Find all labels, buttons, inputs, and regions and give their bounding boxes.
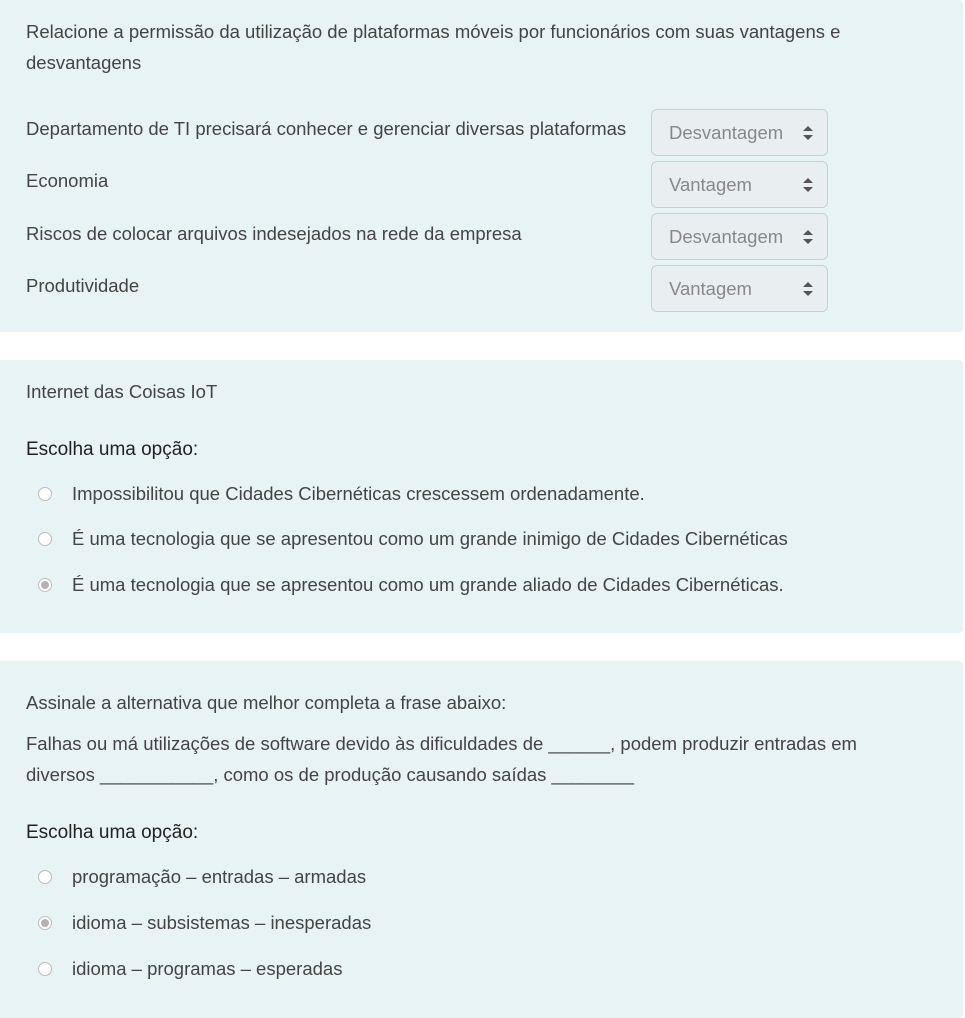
radio-button[interactable] xyxy=(38,870,52,884)
question-card-multichoice xyxy=(0,661,963,1018)
match-item-label: Produtividade xyxy=(26,275,140,296)
question-text: Assinale a alternativa que melhor completa a frase abaixo: xyxy=(26,692,507,713)
option-label[interactable]: idioma – subsistemas – inesperadas xyxy=(72,912,372,933)
select-value: Vantagem xyxy=(669,278,752,299)
match-select[interactable] xyxy=(651,265,828,312)
sort-arrows-icon xyxy=(803,126,813,140)
match-item-label: Economia xyxy=(26,170,109,191)
question-text: Internet das Coisas IoT xyxy=(26,381,218,402)
radio-button-selected[interactable] xyxy=(38,578,52,592)
select-value: Desvantagem xyxy=(669,226,784,247)
radio-button-selected[interactable] xyxy=(38,916,52,930)
match-select[interactable] xyxy=(651,161,828,208)
radio-button[interactable] xyxy=(38,962,52,976)
option-label[interactable]: idioma – programas – esperadas xyxy=(72,958,343,979)
match-item-label: Riscos de colocar arquivos indesejados na rede da empresa xyxy=(26,223,522,244)
sort-arrows-icon xyxy=(803,230,813,244)
question-card-matching xyxy=(0,0,963,332)
sort-arrows-icon xyxy=(803,178,813,192)
match-item-label: Departamento de TI precisará conhecer e gerenciar diversas plataformas xyxy=(26,118,627,139)
radio-button[interactable] xyxy=(38,532,52,546)
option-label[interactable]: É uma tecnologia que se apresentou como um grande aliado de Cidades Cibernéticas. xyxy=(72,574,784,595)
select-value: Desvantagem xyxy=(669,122,784,143)
option-label[interactable]: Impossibilitou que Cidades Cibernéticas crescessem ordenadamente. xyxy=(72,483,645,504)
question-card-multichoice xyxy=(0,360,963,633)
match-select[interactable] xyxy=(651,109,828,156)
choice-prompt: Escolha uma opção: xyxy=(26,822,199,843)
radio-button[interactable] xyxy=(38,487,52,501)
select-value: Vantagem xyxy=(669,174,752,195)
question-sentence: Falhas ou má utilizações de software devido às dificuldades de ______, podem produzir entradas em diversos ___________, como os de produção causando saídas ________ xyxy=(26,733,857,785)
option-label[interactable]: programação – entradas – armadas xyxy=(72,866,367,887)
question-text: Relacione a permissão da utilização de plataformas móveis por funcionários com suas vantagens e desvantagens xyxy=(26,21,841,73)
match-select[interactable] xyxy=(651,213,828,260)
sort-arrows-icon xyxy=(803,282,813,296)
option-label[interactable]: É uma tecnologia que se apresentou como um grande inimigo de Cidades Cibernéticas xyxy=(72,528,788,549)
choice-prompt: Escolha uma opção: xyxy=(26,439,199,460)
